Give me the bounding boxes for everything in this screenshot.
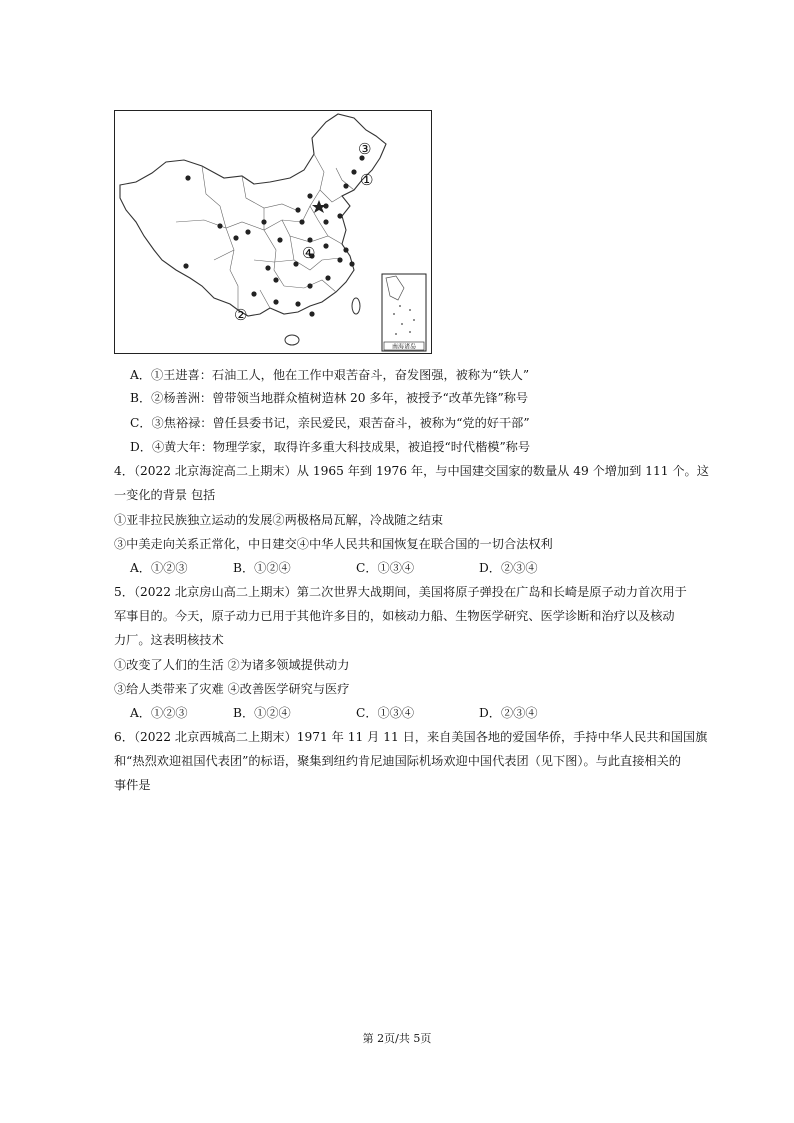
marker-1: ① (360, 171, 374, 189)
q5-option-b: B．①②④ (233, 706, 291, 720)
q5-stem-line-2: 军事目的。今天，原子动力已用于其他许多目的，如核动力船、生物医学研究、医学诊断和治疗以及核动 (114, 609, 675, 623)
q3-option-b: B．②杨善洲：曾带领当地群众植树造林 20 多年，被授予“改革先锋”称号 (130, 391, 529, 405)
q3-option-a: A．①王进喜：石油工人，他在工作中艰苦奋斗，奋发图强，被称为“铁人” (130, 368, 530, 382)
q5-choice-line-2: ③给人类带来了灾难 ④改善医学研究与医疗 (114, 682, 350, 696)
q5-option-d: D．②③④ (479, 706, 538, 720)
q4-option-a: A．①②③ (130, 561, 188, 575)
q6-stem-line-2: 和“热烈欢迎祖国代表团”的标语，聚集到纽约肯尼迪国际机场欢迎中国代表团（见下图）。与此直接相关的 (114, 754, 681, 768)
q4-choice-line-1: ①亚非拉民族独立运动的发展②两极格局瓦解，冷战随之结束 (114, 513, 444, 527)
q5-option-a: A．①②③ (130, 706, 188, 720)
taiwan-island (352, 298, 360, 314)
marker-2: ② (234, 306, 248, 324)
china-map-figure (114, 110, 432, 354)
q4-stem-line-2: 一变化的背景 包括 (114, 488, 216, 502)
marker-3: ③ (358, 140, 372, 158)
q5-option-c: C．①③④ (356, 706, 415, 720)
q5-stem-line-1: 5．（2022 北京房山高二上期末）第二次世界大战期间，美国将原子弹投在广岛和长崎是原子动力首次用于 (114, 585, 687, 599)
q6-stem-line-1: 6．（2022 北京西城高二上期末）1971 年 11 月 11 日，来自美国各地的爱国华侨，手持中华人民共和国国旗 (114, 730, 708, 744)
q4-option-c: C．①③④ (356, 561, 415, 575)
q6-stem-line-3: 事件是 (114, 778, 151, 792)
page-footer: 第 2页/共 5页 (362, 1032, 432, 1045)
south-sea-label: 南海诸岛 (391, 343, 417, 351)
q4-stem-line-1: 4．（2022 北京海淀高二上期末）从 1965 年到 1976 年，与中国建交国家的数量从 49 个增加到 111 个。这 (114, 464, 709, 478)
marker-4: ④ (302, 244, 316, 262)
q5-stem-line-3: 力厂。这表明核技术 (114, 633, 224, 647)
hainan-island (285, 335, 299, 345)
q5-choice-line-1: ①改变了人们的生活 ②为诸多领域提供动力 (114, 658, 350, 672)
q3-option-c: C．③焦裕禄：曾任县委书记，亲民爱民，艰苦奋斗，被称为“党的好干部” (130, 416, 530, 430)
q4-choice-line-2: ③中美走向关系正常化，中日建交④中华人民共和国恢复在联合国的一切合法权利 (114, 537, 553, 551)
q4-option-b: B．①②④ (233, 561, 291, 575)
south-sea-inset (382, 274, 426, 351)
q4-option-d: D．②③④ (479, 561, 538, 575)
q3-option-d: D．④黄大年：物理学家，取得许多重大科技成果，被追授“时代楷模”称号 (130, 440, 531, 454)
